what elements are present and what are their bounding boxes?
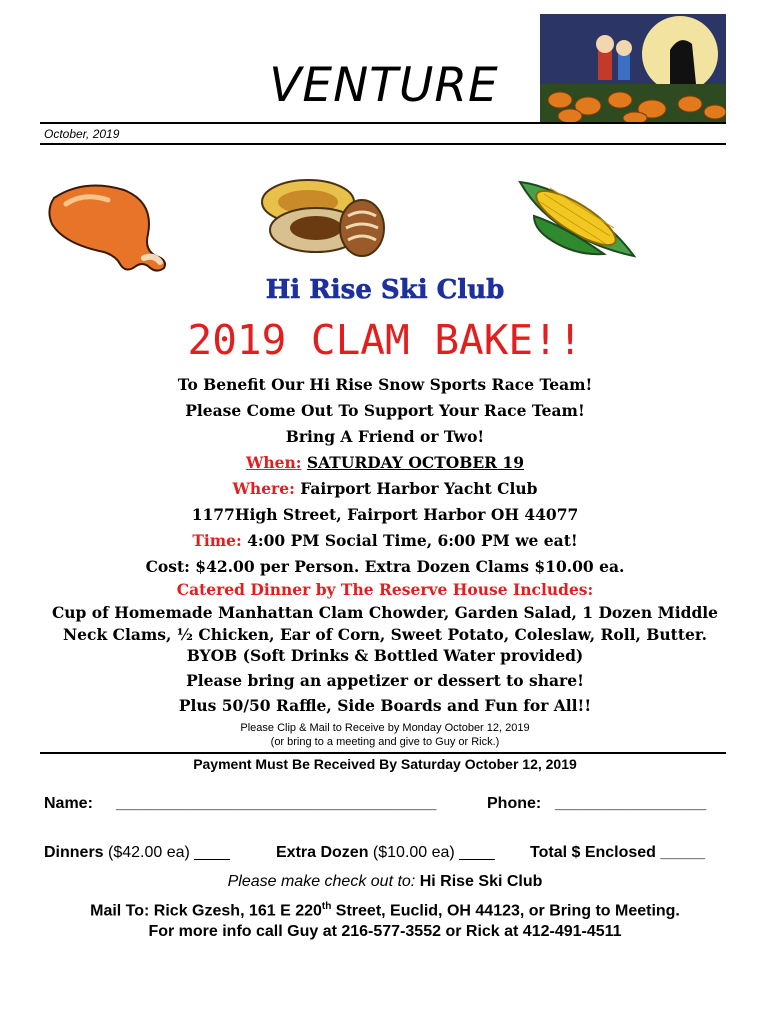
friend-line: Bring A Friend or Two! (285, 427, 485, 446)
phone-label: Phone: (487, 795, 542, 812)
name-field[interactable]: ____________________________________ (116, 795, 437, 812)
chicken-leg-icon (44, 178, 176, 274)
event-title: 2019 CLAM BAKE!! (187, 316, 583, 364)
club-name: Hi Rise Ski Club (265, 275, 505, 305)
menu-line-2: Neck Clams, ½ Chicken, Ear of Corn, Sweet Potato, Coleslaw, Roll, Butter. (63, 625, 707, 644)
time-label: Time: (192, 531, 242, 550)
clip-note: Please Clip & Mail to Receive by Monday October 12, 2019 (240, 722, 530, 734)
raffle-line: Plus 50/50 Raffle, Side Boards and Fun for All!! (178, 696, 592, 715)
dinners-price: ($42.00 ea) ____ (103, 844, 230, 861)
time-line (0, 531, 770, 550)
clip-rule (40, 752, 726, 754)
payment-deadline: Payment Must Be Received By Saturday October 12, 2019 (193, 756, 577, 772)
time-social: 4:00 PM (247, 531, 320, 550)
header-rule-top (40, 122, 726, 124)
newsletter-date: October, 2019 (44, 127, 120, 141)
mail-to-line (0, 901, 770, 920)
phone-field[interactable]: _________________ (555, 795, 707, 812)
header-rule-bottom (40, 143, 726, 145)
clip-note-alt: (or bring to a meeting and give to Guy or Rick.) (270, 736, 500, 748)
time-dinner-text: we eat! (509, 531, 578, 550)
mail-to-text: Mail To: Rick Gzesh, 161 E 220 (90, 902, 322, 920)
dinners-label: Dinners (44, 844, 104, 861)
dinners-field[interactable] (44, 844, 230, 862)
extra-dozen-price: ($10.00 ea) ____ (368, 844, 495, 861)
contact-line: For more info call Guy at 216-577-3552 or Rick at 412-491-4511 (148, 923, 622, 940)
address-line: 1177High Street, Fairport Harbor OH 44077 (191, 505, 579, 524)
catered-heading: Catered Dinner by The Reserve House Includes: (176, 580, 594, 599)
extra-dozen-label: Extra Dozen (276, 844, 369, 861)
name-label: Name: (44, 795, 93, 812)
where-value: Fairport Harbor Yacht Club (300, 479, 538, 498)
appetizer-line: Please bring an appetizer or dessert to share! (186, 671, 584, 690)
clam-icon (256, 172, 392, 262)
when-line (0, 453, 770, 472)
cost-label: Cost: (145, 557, 190, 576)
check-text: Please make check out to: (227, 873, 416, 890)
time-social-text: Social Time, (319, 531, 438, 550)
total-enclosed-field[interactable]: Total $ Enclosed _____ (530, 844, 705, 861)
check-payable-line (0, 873, 770, 891)
where-line (0, 479, 770, 498)
mail-to-sup: th (321, 901, 332, 912)
byob-line: BYOB (Soft Drinks & Bottled Water provided) (186, 646, 584, 665)
support-line: Please Come Out To Support Your Race Team! (185, 401, 585, 420)
when-value: SATURDAY OCTOBER 19 (306, 453, 525, 472)
menu-line-1: Cup of Homemade Manhattan Clam Chowder, Garden Salad, 1 Dozen Middle (51, 603, 719, 622)
corn-icon (514, 176, 638, 260)
cost-value: $42.00 per Person. Extra Dozen Clams $10.00 ea. (195, 557, 625, 576)
when-label: When: (245, 453, 302, 472)
benefit-line: To Benefit Our Hi Rise Snow Sports Race Team! (177, 375, 593, 394)
time-dinner: 6:00 PM (437, 531, 510, 550)
extra-dozen-field[interactable] (276, 844, 495, 862)
pumpkin-patch-icon (540, 14, 726, 122)
newsletter-title: VENTURE (269, 58, 499, 113)
where-label: Where: (232, 479, 295, 498)
mail-to-text-end: Street, Euclid, OH 44123, or Bring to Meeting. (331, 902, 680, 920)
check-payee: Hi Rise Ski Club (419, 873, 543, 890)
cost-line (0, 557, 770, 576)
